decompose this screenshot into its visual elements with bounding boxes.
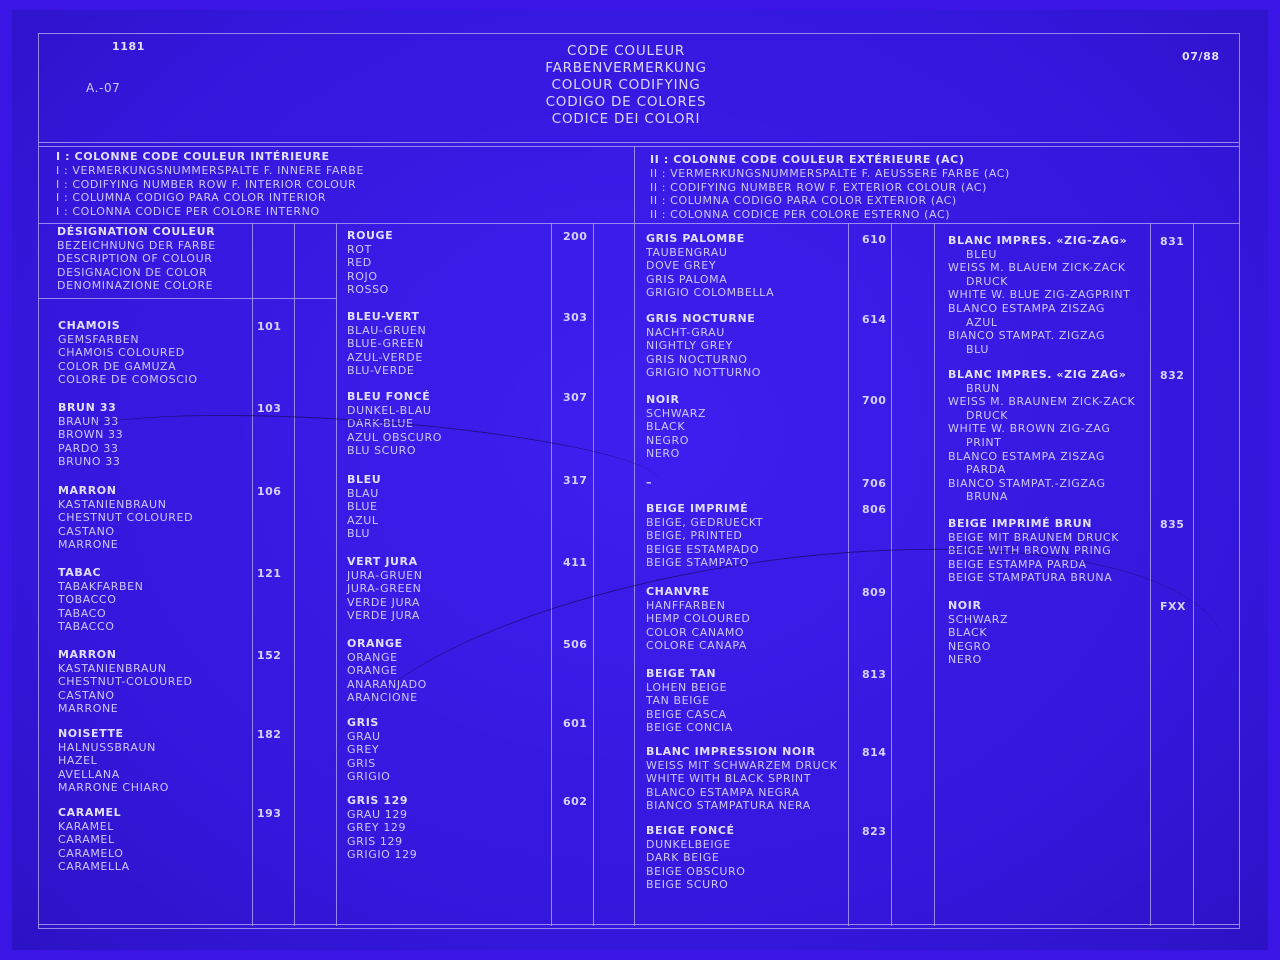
color-code: 610 (862, 233, 887, 246)
color-entry-line: BLUE (347, 500, 378, 514)
color-entry-line: CARAMEL (58, 833, 115, 847)
color-entry-line: TOBACCO (58, 593, 117, 607)
document-number: 1181 (112, 40, 146, 53)
color-entry-line: WEISS MIT SCHWARZEM DRUCK (646, 758, 838, 772)
legend-line: II : COLUMNA CODIGO PARA COLOR EXTERIOR (AC) (650, 194, 957, 208)
color-code: 317 (563, 474, 588, 487)
legend-line: I : VERMERKUNGSNUMMERSPALTE F. INNERE FARBE (56, 163, 364, 177)
color-entry-line: CASTANO (58, 688, 115, 702)
color-entry-line: COLORE DE COMOSCIO (58, 373, 198, 387)
color-code: 303 (563, 311, 588, 324)
color-entry-line: DUNKEL-BLAU (347, 403, 432, 417)
col1-code-left (252, 223, 253, 926)
color-code: 152 (257, 649, 282, 662)
legend-line: I : COLONNE CODE COULEUR INTÉRIEURE (56, 150, 330, 163)
color-entry-line: BEIGE, PRINTED (646, 529, 743, 543)
color-code: 809 (862, 586, 887, 599)
color-entry-line: CHAMOIS COLOURED (58, 346, 185, 360)
color-code: 193 (257, 807, 282, 820)
color-entry-line: CARAMELO (58, 846, 124, 860)
color-entry-line: BLACK (948, 626, 988, 640)
color-entry-line: AVELLANA (58, 767, 120, 781)
legend-line: I : COLUMNA CODIGO PARA COLOR INTERIOR (56, 191, 327, 205)
color-entry-line: LOHEN BEIGE (646, 680, 728, 694)
reference-mark: A.-07 (86, 81, 121, 95)
color-entry-line: GREY (347, 743, 380, 757)
color-code: FXX (1160, 600, 1186, 613)
color-code: 700 (862, 394, 887, 407)
color-entry-line: WHITE W. BLUE ZIG-ZAGPRINT (948, 288, 1131, 302)
designation-line: DÉSIGNATION COULEUR (57, 225, 216, 238)
color-entry-line: CARAMELLA (58, 860, 130, 874)
color-entry-line: WEISS M. BLAUEM ZICK-ZACK (948, 261, 1126, 275)
color-entry-line: DRUCK (966, 408, 1009, 422)
color-entry-line: ROSSO (347, 283, 389, 297)
color-entry-line: BLU (966, 342, 989, 356)
color-entry-line: BLANC IMPRES. «ZIG ZAG» (948, 368, 1127, 381)
color-entry-line: BLANCO ESTAMPA NEGRA (646, 785, 800, 799)
color-entry-line: GRIS PALOMA (646, 272, 728, 286)
color-entry-line: ARANCIONE (347, 691, 418, 705)
color-entry-line: GRIGIO (347, 770, 391, 784)
color-entry-line: ANARANJADO (347, 677, 427, 691)
title-line: FARBENVERMERKUNG (545, 60, 707, 76)
document-date: 07/88 (1182, 50, 1220, 63)
color-entry-line: BEIGE STAMPATURA BRUNA (948, 571, 1113, 585)
color-entry-line: KASTANIENBRAUN (58, 497, 167, 511)
color-entry-line: BLEU-VERT (347, 310, 420, 323)
color-entry-line: BLU-VERDE (347, 364, 415, 378)
color-code: 103 (257, 402, 282, 415)
color-entry-line: BIANCO STAMPAT.-ZIGZAG (948, 476, 1106, 490)
color-code: 601 (563, 717, 588, 730)
color-entry-line: BEIGE IMPRIMÉ (646, 502, 749, 515)
color-entry-line: BLAU (347, 486, 379, 500)
designation-line: BEZEICHNUNG DER FARBE (57, 238, 216, 252)
color-entry-line: MARRONE (58, 538, 119, 552)
color-entry-line: MARRON (58, 484, 117, 497)
color-entry-line: BEIGE FONCÉ (646, 824, 735, 837)
color-entry-line: TABACCO (58, 620, 115, 634)
color-entry-line: CHANVRE (646, 585, 710, 598)
color-entry-line: WEISS M. BRAUNEM ZICK-ZACK (948, 395, 1136, 409)
color-entry-line: GEMSFARBEN (58, 332, 140, 346)
color-entry-line: SCHWARZ (646, 406, 707, 420)
color-entry-line: BLANC IMPRES. «ZIG-ZAG» (948, 234, 1128, 247)
title-line: CODICE DEI COLORI (551, 111, 701, 127)
col1-code-right (294, 223, 295, 926)
color-code: 307 (563, 391, 588, 404)
title-line: COLOUR CODIFYING (551, 77, 701, 93)
color-entry-line: KARAMEL (58, 819, 115, 833)
color-entry-line: COLOR DE GAMUZA (58, 359, 177, 373)
color-code: 831 (1160, 235, 1185, 248)
color-entry-line: COLOR CANAMO (646, 625, 745, 639)
color-entry-line: WHITE WITH BLACK SPRINT (646, 772, 812, 786)
color-entry-line: GRIGIO NOTTURNO (646, 366, 762, 380)
color-entry-line: AZUL (966, 315, 998, 329)
color-entry-line: VERDE JURA (347, 609, 421, 623)
color-entry-line: HEMP COLOURED (646, 612, 751, 626)
color-entry-line: AZUL-VERDE (347, 350, 423, 364)
color-entry-line: PRINT (966, 436, 1002, 449)
color-entry-line: BLU SCURO (347, 444, 417, 458)
color-entry-line: BROWN 33 (58, 428, 124, 442)
color-entry-line: GRAU 129 (347, 807, 408, 821)
color-entry-line: NEGRO (948, 639, 992, 653)
color-entry-line: BLEU (347, 473, 382, 486)
color-entry-line: TABAKFARBEN (58, 579, 144, 593)
color-entry-line: ORANGE (347, 650, 398, 664)
color-entry-line: BLANCO ESTAMPA ZISZAG (948, 449, 1106, 463)
color-entry-line: GRIS 129 (347, 834, 403, 848)
frame-header-bottom-2 (38, 146, 1240, 147)
color-entry-line: GRAU (347, 729, 381, 743)
color-entry-line: NEGRO (646, 433, 690, 447)
color-entry-line: CHESTNUT COLOURED (58, 511, 194, 525)
color-entry-line: DRUCK (966, 274, 1009, 288)
color-entry-line: BEIGE CASCA (646, 707, 727, 721)
color-code: 832 (1160, 369, 1185, 382)
legend-bottom (38, 223, 1240, 224)
color-entry-line: GRIS 129 (347, 794, 409, 807)
color-entry-line: WHITE W. BROWN ZIG-ZAG (948, 422, 1111, 436)
designation-line: DESCRIPTION OF COLOUR (57, 252, 213, 266)
color-entry-line: GRIGIO 129 (347, 848, 418, 862)
color-code: 835 (1160, 518, 1185, 531)
color-entry-line: NERO (646, 447, 680, 461)
color-entry-line: TABACO (58, 606, 107, 620)
color-code: 411 (563, 556, 588, 569)
color-code: 806 (862, 503, 887, 516)
color-entry-line: BLANCO ESTAMPA ZISZAG (948, 302, 1106, 315)
color-code: 814 (862, 746, 887, 759)
color-entry-line: MARRON (58, 648, 117, 661)
color-entry-line: TABAC (58, 566, 102, 579)
color-entry-line: JURA-GRUEN (347, 568, 423, 582)
color-entry-line: CARAMEL (58, 806, 122, 819)
color-entry-line: NOIR (646, 393, 680, 406)
color-entry-line: TAUBENGRAU (646, 245, 728, 259)
color-entry-line: GRIS (347, 716, 379, 729)
legend-line: II : COLONNE CODE COULEUR EXTÉRIEURE (AC) (650, 153, 965, 166)
color-entry-line: BLU (347, 527, 370, 541)
color-entry-line: CASTANO (58, 524, 115, 538)
color-entry-line: VERT JURA (347, 555, 418, 568)
color-code: 706 (862, 477, 887, 490)
color-entry-line: BEIGE SCURO (646, 878, 729, 892)
color-entry-line: BEIGE ESTAMPADO (646, 542, 760, 556)
color-entry-line: TAN BEIGE (646, 694, 710, 708)
color-entry-line: BEIGE OBSCURO (646, 864, 746, 878)
color-entry-line: ROT (347, 242, 372, 256)
color-entry-line: MARRONE (58, 702, 119, 716)
frame-left (38, 33, 39, 928)
color-entry-line: BRUN 33 (58, 401, 117, 414)
legend-line: I : CODIFYING NUMBER ROW F. INTERIOR COLOUR (56, 177, 357, 191)
color-entry-line: BRUNA (966, 490, 1008, 504)
color-entry-line: – (646, 476, 653, 489)
color-entry-line: PARDO 33 (58, 441, 119, 455)
color-entry-line: BRAUN 33 (58, 414, 119, 428)
title-line: CODIGO DE COLORES (545, 94, 707, 110)
color-entry-line: BLAU-GRUEN (347, 323, 427, 337)
color-entry-line: BEIGE TAN (646, 667, 717, 680)
color-entry-line: NACHT-GRAU (646, 325, 725, 339)
color-code: 121 (257, 567, 282, 580)
color-entry-line: HALNUSSBRAUN (58, 740, 156, 754)
color-entry-line: AZUL (347, 513, 379, 527)
color-entry-line: BRUN (966, 381, 1000, 395)
title-block (476, 43, 776, 128)
legend-line: II : VERMERKUNGSNUMMERSPALTE F. AEUSSERE FARBE (AC) (650, 166, 1010, 180)
color-entry-line: NOIR (948, 599, 982, 612)
color-entry-line: SCHWARZ (948, 612, 1009, 626)
color-entry-line: GRIS NOCTURNO (646, 352, 748, 366)
color-entry-line: BLANC IMPRESSION NOIR (646, 745, 816, 758)
color-entry-line: BLUE-GREEN (347, 337, 424, 351)
legend-line: II : CODIFYING NUMBER ROW F. EXTERIOR COLOUR (AC) (650, 180, 987, 194)
designation-line: DENOMINAZIONE COLORE (57, 279, 214, 293)
color-code: 614 (862, 313, 887, 326)
legend-line: II : COLONNA CODICE PER COLORE ESTERNO (AC) (650, 208, 951, 222)
col2-left (336, 223, 337, 926)
color-entry-line: ROUGE (347, 229, 394, 242)
color-entry-line: BLACK (646, 420, 686, 434)
color-entry-line: GRIS PALOMBE (646, 232, 745, 245)
designation-line: DESIGNACION DE COLOR (57, 265, 208, 279)
color-entry-line: BEIGE IMPRIMÉ BRUN (948, 517, 1093, 530)
designation-header-bottom (38, 298, 336, 299)
color-code: 182 (257, 728, 282, 741)
color-code: 200 (563, 230, 588, 243)
color-entry-line: BEIGE CONCIA (646, 721, 733, 735)
color-entry-line: BLEU (966, 247, 998, 261)
title-line: CODE COULEUR (566, 43, 686, 59)
color-entry-line: BIANCO STAMPAT. ZIGZAG (948, 329, 1106, 343)
color-entry-line: VERDE JURA (347, 595, 421, 609)
color-entry-line: GRIS (347, 756, 376, 770)
color-entry-line: ORANGE (347, 637, 403, 650)
frame-bottom-2 (38, 928, 1240, 929)
color-code: 506 (563, 638, 588, 651)
color-entry-line: BEIGE STAMPATO (646, 556, 749, 570)
color-entry-line: DARK-BLUE (347, 417, 414, 431)
color-entry-line: NOISETTE (58, 727, 124, 740)
color-entry-line: DOVE GREY (646, 259, 717, 273)
color-code: 106 (257, 485, 282, 498)
color-entry-line: COLORE CANAPA (646, 639, 748, 653)
color-entry-line: ORANGE (347, 664, 398, 678)
col4-code-right (1193, 223, 1194, 926)
color-entry-line: BIANCO STAMPATURA NERA (646, 799, 811, 813)
color-code: 602 (563, 795, 588, 808)
legend-line: I : COLONNA CODICE PER COLORE INTERNO (56, 205, 320, 219)
color-entry-line: CHESTNUT-COLOURED (58, 675, 193, 689)
color-entry-line: KASTANIENBRAUN (58, 661, 167, 675)
color-code: 823 (862, 825, 887, 838)
frame-bottom (38, 924, 1240, 925)
color-entry-line: AZUL OBSCURO (347, 430, 442, 444)
color-code: 101 (257, 320, 282, 333)
color-entry-line: JURA-GREEN (347, 582, 422, 596)
color-entry-line: GRIGIO COLOMBELLA (646, 286, 775, 300)
color-entry-line: BEIGE WITH BROWN PRING (948, 544, 1112, 558)
col4-code-left (1150, 223, 1151, 926)
color-entry-line: DARK BEIGE (646, 851, 720, 865)
color-entry-line: HANFFARBEN (646, 598, 726, 612)
color-entry-line: BLEU FONCÉ (347, 390, 431, 403)
frame-right (1239, 33, 1240, 928)
color-entry-line: NERO (948, 653, 982, 667)
color-entry-line: HAZEL (58, 754, 98, 768)
color-entry-line: GREY 129 (347, 821, 407, 835)
color-entry-line: ROJO (347, 269, 378, 283)
color-entry-line: RED (347, 256, 372, 270)
color-entry-line: BEIGE ESTAMPA PARDA (948, 557, 1087, 571)
color-entry-line: CHAMOIS (58, 319, 121, 332)
color-entry-line: GRIS NOCTURNE (646, 312, 756, 325)
frame-header-bottom (38, 142, 1240, 143)
color-entry-line: NIGHTLY GREY (646, 339, 733, 353)
color-entry-line: BEIGE, GEDRUECKT (646, 515, 764, 529)
color-entry-line: MARRONE CHIARO (58, 781, 170, 795)
color-entry-line: BRUNO 33 (58, 455, 121, 469)
color-entry-line: PARDA (966, 463, 1006, 477)
color-entry-line: BEIGE MIT BRAUNEM DRUCK (948, 530, 1120, 544)
color-entry-line: DUNKELBEIGE (646, 837, 731, 851)
color-code: 813 (862, 668, 887, 681)
frame-top (38, 33, 1240, 34)
